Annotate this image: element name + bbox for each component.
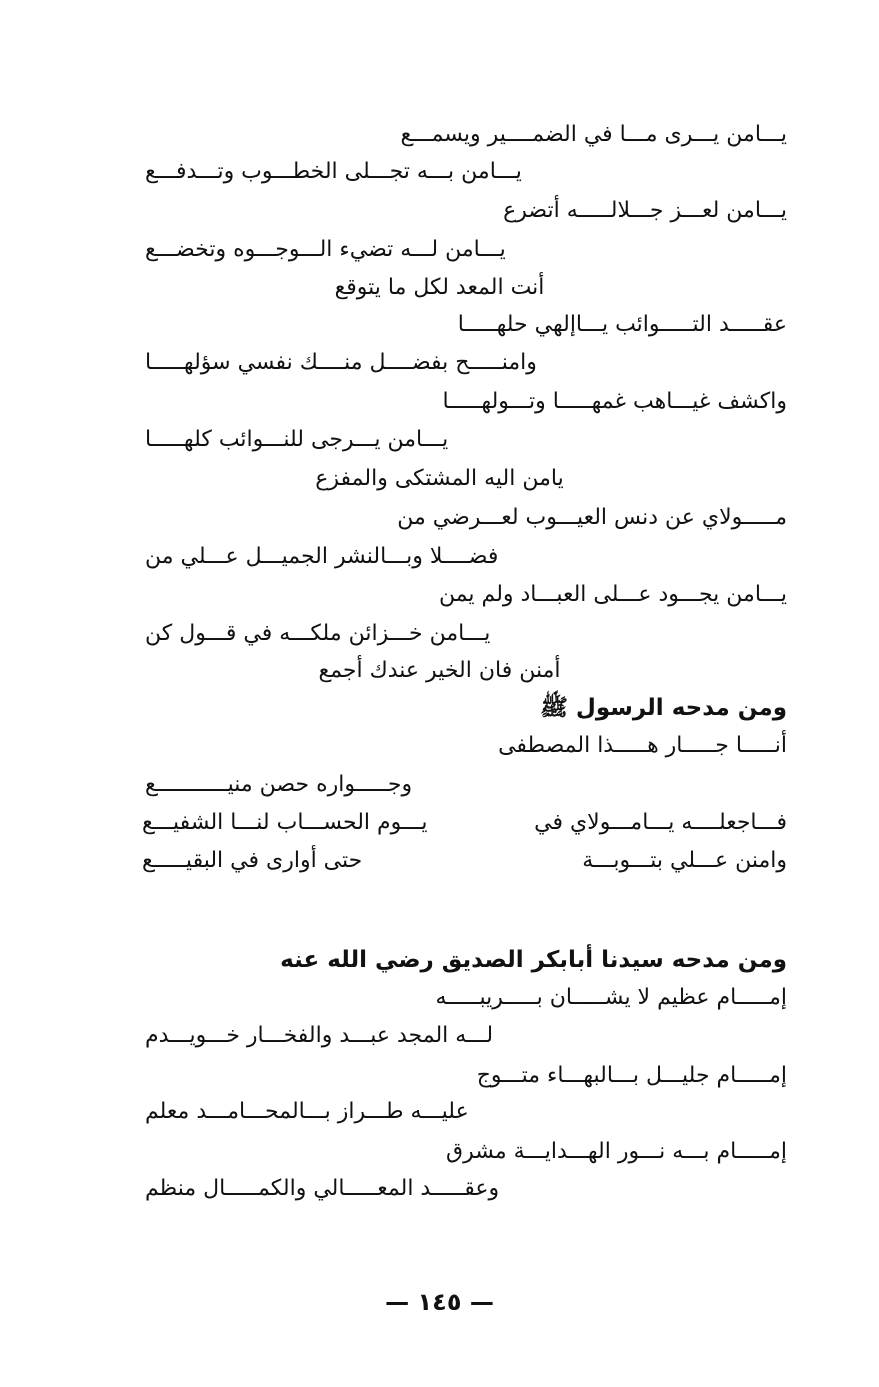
refrain-line: أمنن فان الخير عندك أجمع: [318, 658, 561, 683]
verse-second-hemistich: حتى أوارى في البقيـــــع: [142, 848, 363, 873]
verse-line: عقـــــد التـــــوائب يـــاإلهي حلهـــــا: [457, 312, 787, 337]
verse-line: يـــامن خـــزائن ملكـــه في قـــول كن: [145, 621, 491, 646]
section-heading: ومن مدحه الرسول ﷺ: [540, 695, 787, 721]
verse-line: فضــــلا وبـــالنشر الجميـــل عـــلي من: [145, 544, 499, 569]
verse-line: يـــامن يجـــود عـــلى العبـــاد ولم يمن: [438, 582, 787, 607]
verse-line: واكشف غيـــاهب غمهـــــا وتـــولهـــــا: [442, 389, 787, 414]
verse-line: مـــــولاي عن دنس العيـــوب لعـــرضي من: [397, 505, 787, 530]
verse-line: [142, 808, 787, 838]
verse-line: يـــامن يـــرجى للنـــوائب كلهـــــا: [145, 427, 449, 452]
verse-first-hemistich: وامنن عـــلي بتـــوبـــة: [582, 848, 787, 873]
page-number: — ١٤٥ —: [385, 1288, 494, 1316]
section-heading: ومن مدحه سيدنا أبابكر الصديق رضي الله عنه: [280, 947, 787, 973]
verse-line: وجـــــواره حصن منيـــــــــــع: [145, 772, 413, 797]
verse-line: وامنـــــح بفضــــل منــــك نفسي سؤلهـــــا: [145, 350, 537, 375]
verse-line: يـــامن بـــه تجـــلى الخطـــوب وتـــدفـــع: [145, 159, 522, 184]
refrain-line: أنت المعد لكل ما يتوقع: [334, 275, 545, 300]
verse-first-hemistich: فـــاجعلــــه يـــامـــولاي في: [534, 810, 787, 835]
refrain-line: يامن اليه المشتكى والمفزع: [315, 466, 564, 491]
verse-line: يـــامن لـــه تضيء الـــوجـــوه وتخضـــع: [145, 237, 506, 262]
verse-line: يـــامن يـــرى مـــا في الضمــــير ويسمـــع: [400, 122, 787, 147]
verse-line: عليـــه طـــراز بـــالمحـــامـــد معلم: [145, 1099, 469, 1124]
verse-line: إمـــــام بـــه نـــور الهـــدايـــة مشرق: [446, 1139, 787, 1164]
verse-line: يـــامن لعـــز جـــلالـــــه أتضرع: [503, 198, 787, 223]
verse-line: لـــه المجد عبـــد والفخـــار خـــويـــدم: [145, 1023, 494, 1048]
verse-second-hemistich: يـــوم الحســـاب لنـــا الشفيـــع: [142, 810, 428, 835]
verse-line: إمـــــام عظيم لا يشـــــان بـــــريبـــــه: [435, 985, 787, 1010]
verse-line: أنـــــا جـــــار هـــــذا المصطفى: [498, 733, 787, 758]
verse-line: [142, 846, 787, 876]
verse-line: إمـــــام جليـــل بـــالبهـــاء متـــوج: [476, 1063, 787, 1088]
verse-line: وعقـــــد المعـــــالي والكمـــــال منظم: [145, 1176, 500, 1201]
